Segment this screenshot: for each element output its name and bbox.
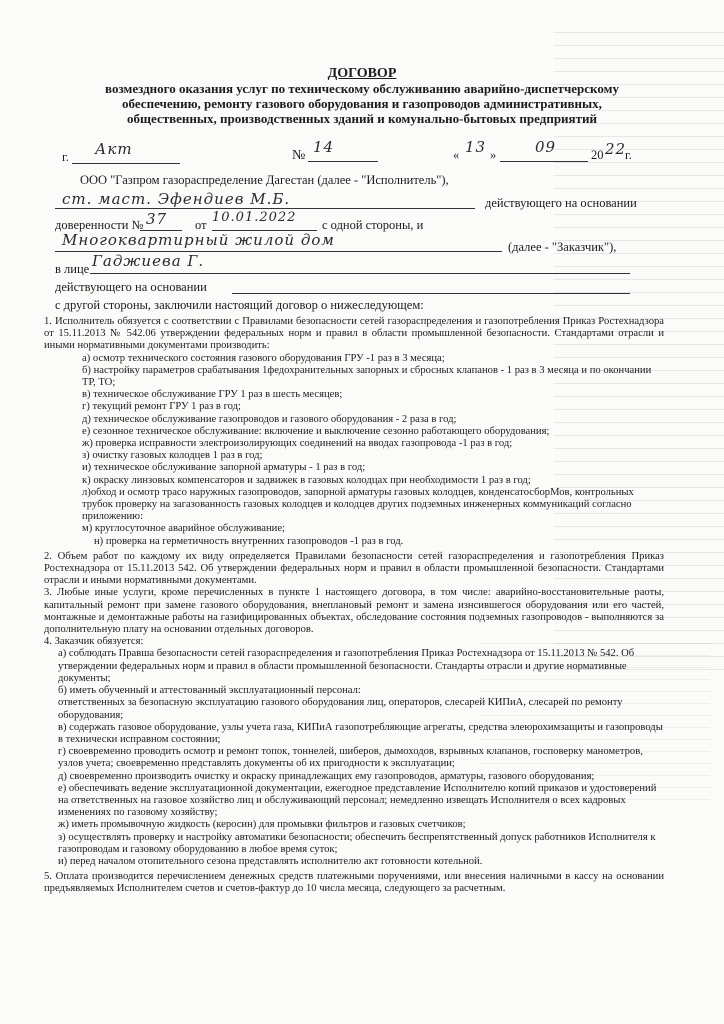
- acting-basis: действующего на основании: [485, 196, 637, 210]
- paragraph: з) осуществлять проверку и настройку автоматики безопасности; обеспечить беспрепятственный допуск работников Исполнителя к газопроводам и газовому оборудованию в любое время суток;: [58, 831, 656, 855]
- paragraph: в) техническое обслуживание ГРУ 1 раз в шесть месяцев;: [82, 389, 343, 401]
- paragraph: г) текущий ремонт ГРУ 1 раз в год;: [82, 401, 241, 413]
- paragraph: в) содержать газовое оборудование, узлы учета газа, КИПиА газопотребляющие агрегаты, средства элеюрохимзащиты и газопроводы в технически исправном состоянии;: [58, 721, 663, 745]
- intro-line: с другой стороны, заключили настоящий договор о нижеследующем:: [55, 298, 424, 312]
- paragraph: 4. Заказчик обязуется:: [44, 636, 144, 648]
- paragraph: 5. Оплата производится перечислением денежных средств платежными поручениями, или внесения наличными в кассу на основании предъявляемых Исполнителем счетов и счетов-фактур до 10 числа месяца, следующего за расчетным.: [44, 871, 664, 895]
- paragraph: г) своевременно проводить осмотр и ремонт топок, тоннелей, шиберов, дымоходов, взрывных клапанов, госповерку манометров, узлов учета; своевременно представлять документы об их пригодности к эксплуатации;: [58, 746, 643, 770]
- city-prefix: г.: [62, 150, 69, 164]
- face-prefix: в лице: [55, 262, 90, 276]
- date-day: 13: [465, 138, 487, 156]
- number-prefix: №: [292, 148, 306, 163]
- paragraph: е) сезонное техническое обслуживание: включение и выключение сезонно работающего оборудования;: [82, 425, 550, 437]
- paragraph: з) очистку газовых колодцев 1 раз в год;: [82, 450, 263, 462]
- paragraph: л)обход и осмотр трасо наружных газопроводов, запорной арматуры газовых колодцев, конденсатосборМов, контрольных трубок проверку на загазованность газовых колодцев и колодцев других подземных инженерных коммуникаций согласно приложению:: [82, 486, 634, 523]
- paragraph: м) круглосуточное аварийное обслуживание;: [82, 523, 285, 535]
- city-value: Акт: [95, 140, 133, 158]
- paragraph: а) соблюдать Правша безопасности сетей газораспределения и газопотребления Приказ Ростехнадзора от 15.11.2013 № 542. Об утверждении федеральных норм и правил в области промышленной безопасности. Стандарты отрасли и другие нормативные документы;: [58, 648, 635, 684]
- paragraph: к) окраску линзовых компенсаторов и задвижек в газовых колодцах при необходимости 1 раз в год;: [82, 474, 531, 486]
- paragraph: б) иметь обученный и аттестованный эксплуатационный персонал:: [58, 685, 361, 697]
- doc-subtitle-line: общественных, производственных зданий и комунально-бытовых предприятий: [127, 111, 597, 126]
- paragraph: 3. Любые иные услуги, кроме перечисленных в пункте 1 настоящего договора, в том числе: аварийно-восстановительные раоты, капитальный ремонт при замене газового оборудования, внеплановый ремонт и замена изнсившегося оборудования или его частей, монтажные и демонтажные работы на газифицированных объектах, обследование состояния подземных газопроводов - выполняются за дополнительную плату на основании отдельных договоров.: [44, 587, 664, 636]
- year-suffix: г.: [625, 148, 632, 162]
- client-name: Многоквартирный жилой дом: [62, 231, 335, 249]
- paragraph: и) перед началом отопительного сезона представлять исполнителю акт готовности котельной.: [58, 855, 483, 867]
- client-label: (далее - "Заказчик"),: [508, 240, 617, 254]
- paragraph: 2. Объем работ по каждому их виду определяется Правилами безопасности сетей газораспределения и газопотребления Приказ Ростехнадзора от 15.11.2013 542. Об утверждении федеральных норм и правил в области промышленной безопасности. Стандартами отрасли и иными нормативными документами.: [44, 550, 664, 587]
- date-year: 22: [605, 140, 627, 158]
- doc-subtitle-line: обеспечению, ремонту газового оборудования и газопроводов административных,: [122, 96, 602, 111]
- one-side: с одной стороны, и: [322, 218, 424, 232]
- paragraph: ж) иметь промывочную жидкость (керосин) для промывки фильтров и газовых счетчиков;: [58, 819, 466, 831]
- paragraph: 1. Исполнитель обязуется с соответствии с Правилами безопасности сетей газораспределения и газопотребления Приказ Ростехнадзора от 15.11.2013 № 542.06 утверждении федеральных норм и правил в области промышленной безопасности. Стандартами отрасли и иными нормативными документами производить:: [44, 316, 664, 352]
- contract-number: 14: [313, 138, 335, 156]
- executor-line: ООО "Газпром газораспределение Дагестан (далее - "Исполнитель"),: [80, 173, 449, 187]
- power-date: 10.01.2022: [212, 210, 297, 225]
- contract-body: [44, 316, 664, 896]
- power-prefix: доверенности №: [55, 218, 144, 232]
- paragraph: и) техническое обслуживание запорной арматуры - 1 раз в год;: [82, 462, 366, 474]
- paragraph: ответственных за безопасную эксплуатацию газового оборудования лиц, операторов, слесарей КИПиА, слесарей по ремонту оборудования;: [58, 697, 623, 721]
- date-month: 09: [535, 138, 557, 156]
- paragraph: д) своевременно производить очистку и окраску принадлежащих ему газопроводов, арматуры, газового оборудования;: [58, 770, 595, 782]
- power-from: от: [195, 218, 207, 232]
- representative: ст. маст. Эфендиев М.Б.: [62, 190, 291, 208]
- face-value: Гаджиева Г.: [92, 252, 205, 270]
- paragraph: а) осмотр технического состояния газового оборудования ГРУ -1 раз в 3 месяца;: [82, 352, 445, 364]
- paragraph: н) проверка на герметичность внутренних газопроводов -1 раз в год.: [94, 535, 404, 547]
- year-prefix: 20: [591, 148, 604, 162]
- paragraph: б) настройку параметров срабатывания 1федохранительных запорных и сбросных клапанов - 1 раз в 3 месяца и по окончании ТР, ТО;: [82, 364, 652, 389]
- paragraph: д) техническое обслуживание газопроводов и газового оборудования - 2 раза в год;: [82, 413, 457, 425]
- document-page: ДОГОВОР возмездного оказания услуг по техническому обслуживанию аварийно-диспетчерскому обеспечению, ремонту газового оборудования и газопроводов административных, общественных, производственных зданий и комунально-бытовых предприятий г. Акт № 14 « 13 » 09 20 22 г. ООО "Газпром газораспределение Дагестан (далее - "Исполнитель"), ст. маст. Эфендиев М.Б. действующего на основании доверенности № 37 от 10.01.2022 с одной стороны, и Многоквартирный жилой дом (далее - "Заказчик"), в лице Гаджиева Г. действующего на основании с другой стороны, заключили настоящий договор о нижеследующем: 1. Исполнитель обязуется с соответствии с Правилами безопасности сетей газораспределения и газопотребления Приказ Ростехнадзора от 15.11.2013 № 542.06 утверждении федеральных норм и правил в области промышленной безопасности. Стандартами отрасли и иными нормативными документами производить: а) осмотр технического состояния газового оборудования ГРУ -1 раз в 3 месяца; б) настройку параметров срабатывания 1федохранительных запорных и сбросных клапанов - 1 раз в 3 месяца и по окончании ТР, ТО; в) техническое обслуживание ГРУ 1 раз в шесть месяцев; г) текущий ремонт ГРУ 1 раз в год; д) техническое обслуживание газопроводов и газового оборудования - 2 раза в год; е) сезонное техническое обслуживание: включение и выключение сезонно работающего оборудования; ж) проверка исправности электроизолирующих соединений на вводах газопровода -1 раз в год; з) очистку газовых колодцев 1 раз в год; и) техническое обслуживание запорной арматуры - 1 раз в год; к) окраску линзовых компенсаторов и задвижек в газовых колодцах при необходимости 1 раз в год; л)обход и осмотр трасо наружных газопроводов, запорной арматуры газовых колодцев, конденсатосборМов, контрольных трубок проверку на загазованность газовых колодцев и колодцев других подземных инженерных коммуникаций согласно приложению: м) круглосуточное аварийное обслуживание; н) проверка на герметичность внутренних газопроводов -1 раз в год. 2. Объем работ по каждому их виду определяется Правилами безопасности сетей газораспределения и газопотребления Приказ Ростехнадзора от 15.11.2013 542. Об утверждении федеральных норм и правил в области промышленной безопасности. Стандартами отрасли и иными нормативными документами. 3. Любые иные услуги, кроме перечисленных в пункте 1 настоящего договора, в том числе: аварийно-восстановительные раоты, капитальный ремонт при замене газового оборудования, внеплановый ремонт и замена изнсившегося оборудования или его частей, монтажные и демонтажные работы на газифицированных объектах, обследование состояния подземных газопроводов - выполняются за дополнительную плату на основании отдельных договоров. 4. Заказчик обязуется: а) соблюдать Правша безопасности сетей газораспределения и газопотребления Приказ Ростехнадзора от 15.11.2013 № 542. Об утверждении федеральных норм и правил в области промышленной безопасности. Стандарты отрасли и другие нормативные документы; б) иметь обученный и аттестованный эксплуатационный персонал: ответственных за безопасную эксплуатацию газового оборудования лиц, операторов, слесарей КИПиА, слесарей по ремонту оборудования; в) содержать газовое оборудование, узлы учета газа, КИПиА газопотребляющие агрегаты, средства элеюрохимзащиты и газопроводы в технически исправном состоянии; г) своевременно проводить осмотр и ремонт топок, тоннелей, шиберов, дымоходов, взрывных клапанов, госповерку манометров, узлов учета; своевременно представлять документы об их пригодности к эксплуатации; д) своевременно производить очистку и окраску принадлежащих ему газопроводов, арматуры, газового оборудования; е) обеспечивать ведение эксплуатационной документации, ежегодное представление Исполнителю копий приказов и удостоверений на ответственных на газовое хозяйство лиц и обслуживающий персонал; немедленно извещать Исполнителя о всех кадровых изменениях по газовому хозяйству; ж) иметь промывочную жидкость (керосин) для промывки фильтров и газовых счетчиков; з) осуществлять проверку и настройку автоматики безопасности; обеспечить беспрепятственный допуск работников Исполнителя к газопроводам и газовому оборудованию в любое время суток; и) перед началом отопительного сезона представлять исполнителю акт готовности котельной. 5. Оплата производится перечислением денежных средств платежными поручениями, или внесения наличными в кассу на основании предъявляемых Исполнителем счетов и счетов-фактур до 10 числа месяца, следующего за расчетным.: [0, 0, 724, 1024]
- paragraph: е) обеспечивать ведение эксплуатационной документации, ежегодное представление Исполнителю копий приказов и удостоверений на ответственных на газовое хозяйство лиц и обслуживающий персонал; немедленно извещать Исполнителя о всех кадровых изменениях по газовому хозяйству;: [58, 782, 657, 819]
- doc-title: ДОГОВОР: [327, 66, 397, 81]
- doc-subtitle-line: возмездного оказания услуг по техническому обслуживанию аварийно-диспетчерскому: [105, 81, 619, 96]
- paragraph: ж) проверка исправности электроизолирующих соединений на вводах газопровода -1 раз в год;: [82, 438, 513, 450]
- power-number: 37: [146, 210, 168, 228]
- acting-basis-2: действующего на основании: [55, 280, 207, 294]
